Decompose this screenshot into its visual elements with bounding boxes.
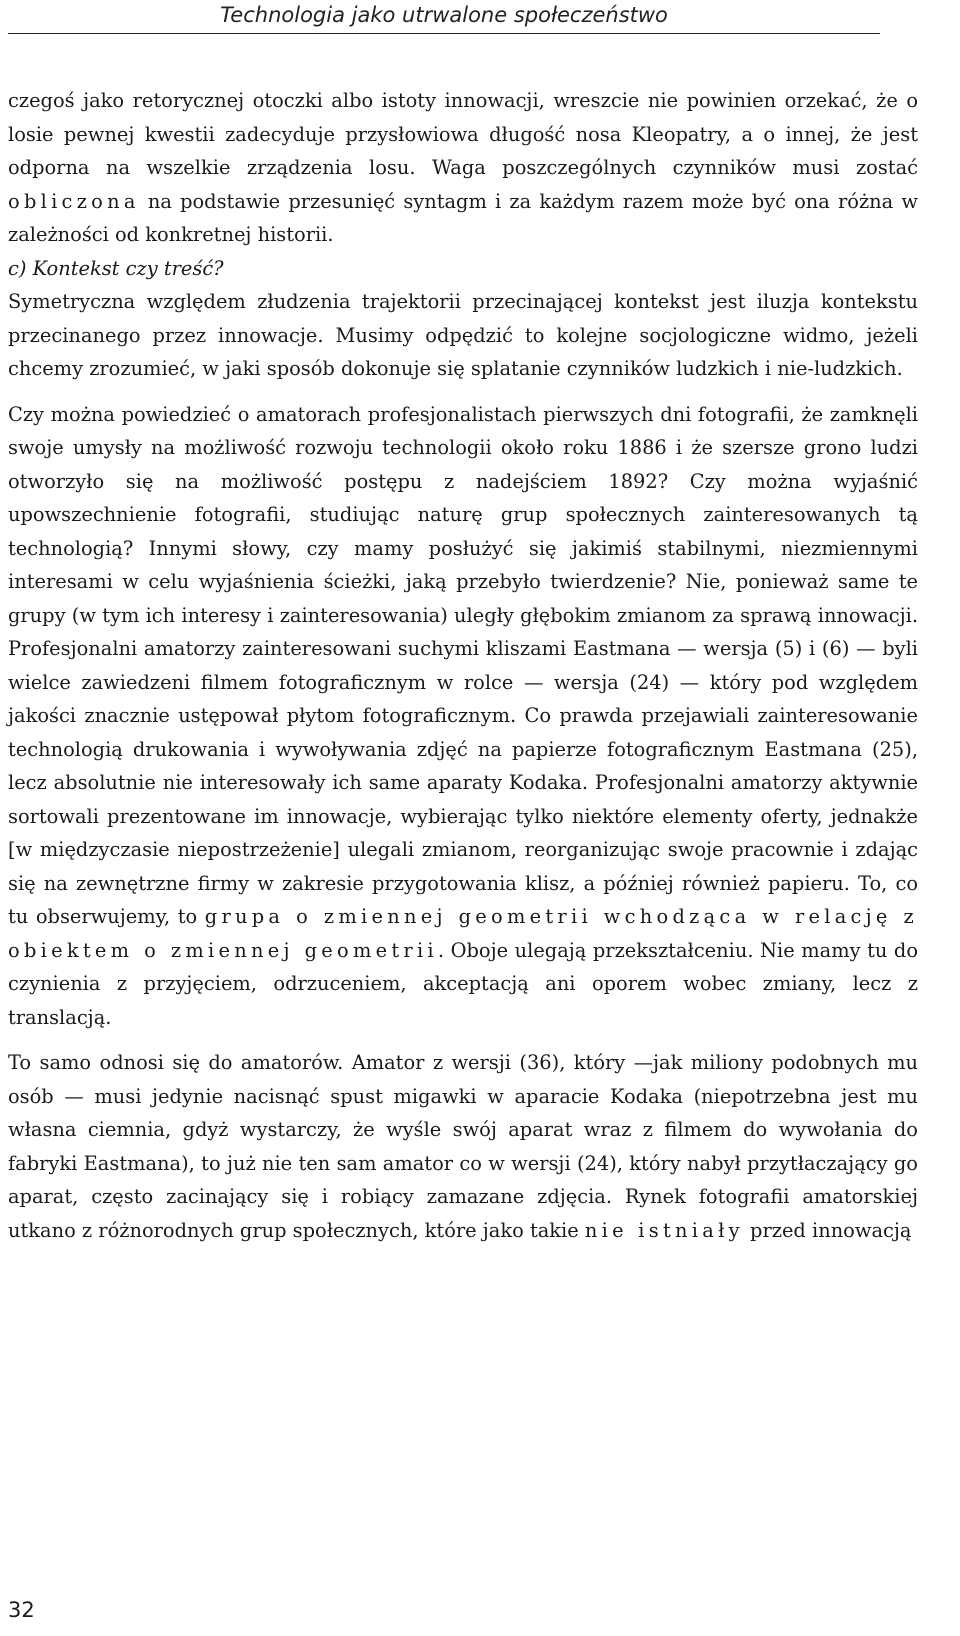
body-text	[8, 84, 918, 1247]
section-heading: c) Kontekst czy treść?	[8, 256, 224, 280]
running-header: Technologia jako utrwalone społeczeństwo	[8, 0, 880, 34]
spaced-emphasis: nie istniały	[584, 1218, 744, 1242]
paragraph	[8, 84, 918, 252]
paragraph-text: . Oboje ulegają przekształceniu. Nie mamy tu do czynienia z przyjęciem, odrzuceniem, akceptacją ani oporem wobec zmiany, lecz z translacją.	[8, 938, 918, 1029]
paragraph-text: przed innowacją	[743, 1218, 912, 1242]
paragraph	[8, 398, 918, 1035]
spaced-emphasis: obliczona	[8, 189, 140, 213]
paragraph	[8, 1046, 918, 1247]
paragraph-text: To samo odnosi się do amatorów. Amator z wersji (36), który —jak miliony podobnych mu osób — musi jedynie nacisnąć spust migawki w aparacie Kodaka (niepotrzebna jest mu własna ciemnia, gdyż wystarczy, że wyśle swój aparat wraz z filmem do wywołania do fabryki Eastmana), to już nie ten sam amator co w wersji (24), który nabył przytłaczający go aparat, często zacinający się i robiący zamazane zdjęcia. Rynek fotografii amatorskiej utkano z różnorodnych grup społecznych, które jako takie	[8, 1051, 918, 1242]
spaced-emphasis: grupa o zmiennej geometrii wchodząca w relację z obiektem o zmiennej geometrii	[8, 905, 919, 962]
page-number: 32	[8, 1598, 35, 1622]
paragraph-text: Czy można powiedzieć o amatorach profesjonalistach pierwszych dni fotografii, że zamknęli swoje umysły na możliwość rozwoju technologii około roku 1886 i że szersze grono ludzi otworzyło się na możliwość postępu z nadejściem 1892? Czy można wyjaśnić upowszechnienie fotografii, studiując naturę grup społecznych zainteresowanych tą technologią? Innymi słowy, czy mamy posłużyć się jakimiś stabilnymi, niezmiennymi interesami w celu wyjaśnienia ścieżki, jaką przebyło twierdzenie? Nie, ponieważ same te grupy (w tym ich interesy i zainteresowania) uległy głębokim zmianom za sprawą innowacji. Profesjonalni amatorzy zainteresowani suchymi kliszami Eastmana — wersja (5) i (6) — byli wielce zawiedzeni filmem fotograficznym w rolce — wersja (24) — który pod względem jakości znacznie ustępował płytom fotograficznym. Co prawda przejawiali zainteresowanie technologią drukowania i wywoływania zdjęć na papierze fotograficznym Eastmana (25), lecz absolutnie nie interesowały ich same aparaty Kodaka. Profesjonalni amatorzy aktywnie sortowali prezentowane im innowacje, wybierając tylko niektóre elementy oferty, jednakże [w międzyczasie niepostrzeżenie] ulegali zmianom, reorganizując swoje pracownie i zdając się na zewnętrzne firmy w zakresie przygotowania klisz, a później również papieru. To, co tu obserwujemy, to	[8, 402, 918, 928]
paragraph-text: czegoś jako retorycznej otoczki albo istoty innowacji, wreszcie nie powinien orzekać, że o losie pewnej kwestii zadecyduje przysłowiowa długość nosa Kleopatry, a o innej, że jest odporna na wszelkie zrządzenia losu. Waga poszczególnych czynników musi zostać	[8, 89, 918, 179]
paragraph	[8, 285, 918, 386]
paragraph-text: na podstawie przesunięć syntagm i za każdym razem może być ona różna w zależności od konkretnej historii.	[8, 189, 918, 246]
paragraph-text: Symetryczna względem złudzenia trajektorii przecinającej kontekst jest iluzja kontekstu przecinanego przez innowacje. Musimy odpędzić to kolejne socjologiczne widmo, jeżeli chcemy zrozumieć, w jaki sposób dokonuje się splatanie czynników ludzkich i nie-ludzkich.	[8, 290, 918, 380]
